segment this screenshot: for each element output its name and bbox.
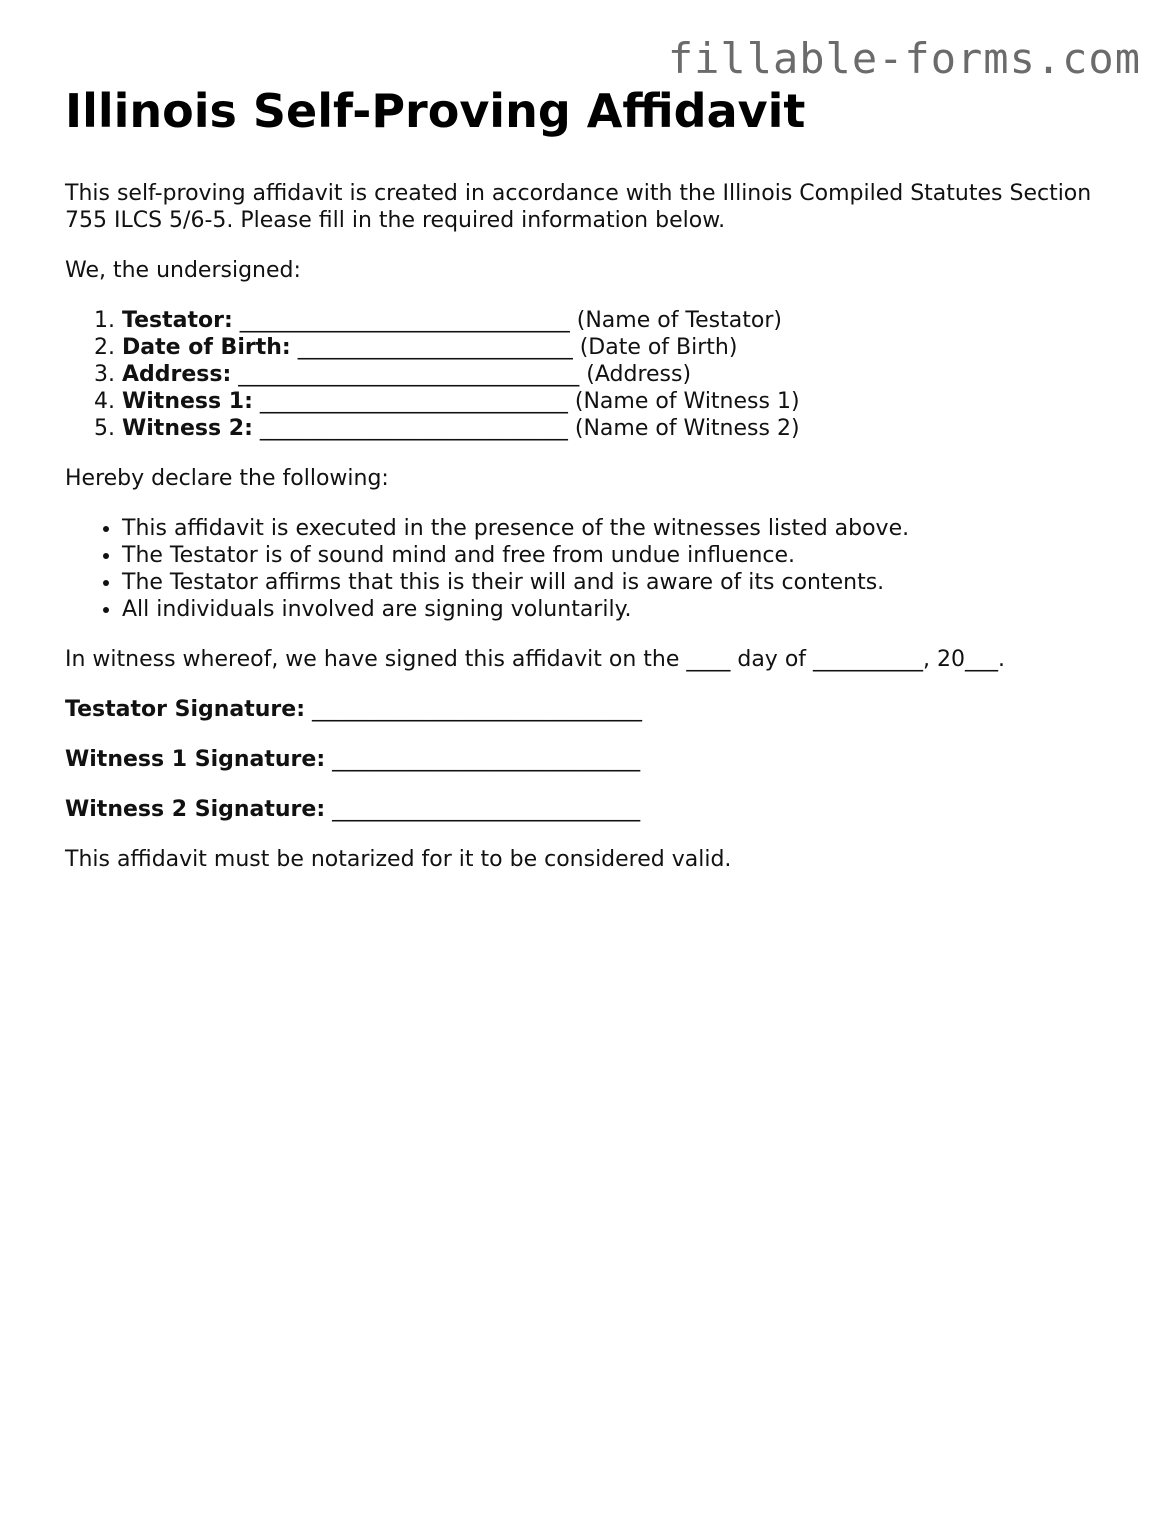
signature-blank[interactable]: ____________________________ [332,797,641,822]
declaration-item: • This affidavit is executed in the presence of the witnesses listed above. [122,515,1125,542]
declaration-item: • The Testator affirms that this is their will and is aware of its contents. [122,569,1125,596]
field-hint: (Name of Witness 2) [574,416,800,441]
party-fields-list [65,307,1125,442]
signature-label: Witness 2 Signature: [65,797,326,822]
notary-note: This affidavit must be notarized for it to be considered valid. [65,847,732,872]
witness-whereof-text: In witness whereof, we have signed this affidavit on the ____ day of __________, 20___. [65,647,1005,672]
page-title: Illinois Self-Proving Affidavit [65,84,806,138]
fill-blank[interactable]: ____________________________ [259,389,568,414]
field-witness-2 [122,415,1125,442]
testator-signature-line [65,696,1125,723]
field-label: Witness 2: [122,416,253,441]
intro-paragraph: This self-proving affidavit is created in accordance with the Illinois Compiled Statutes Section 755 ILCS 5/6-5. Please fill in the required information below. [65,181,1092,233]
declaration-item: • The Testator is of sound mind and free from undue influence. [122,542,1125,569]
field-label: Date of Birth: [122,335,291,360]
field-date-of-birth [122,334,1125,361]
fill-blank[interactable]: ____________________________ [259,416,568,441]
declaration-item: • All individuals involved are signing voluntarily. [122,596,1125,623]
field-label: Witness 1: [122,389,253,414]
fill-blank[interactable]: _________________________ [297,335,573,360]
witness-1-signature-line [65,746,1125,773]
field-hint: (Address) [586,362,692,387]
field-label: Address: [122,362,232,387]
declarations-list [65,515,1125,623]
declare-text: Hereby declare the following: [65,466,389,491]
field-hint: (Name of Witness 1) [574,389,800,414]
watermark: fillable-forms.com [667,34,1141,83]
fill-blank[interactable]: ______________________________ [239,308,570,333]
field-address [122,361,1125,388]
signature-label: Witness 1 Signature: [65,747,326,772]
field-hint: (Name of Testator) [576,308,782,333]
field-testator [122,307,1125,334]
undersigned-text: We, the undersigned: [65,258,301,283]
document-body [65,84,1125,896]
signature-blank[interactable]: ____________________________ [332,747,641,772]
signature-blank[interactable]: ______________________________ [312,697,642,722]
field-hint: (Date of Birth) [579,335,738,360]
field-label: Testator: [122,308,233,333]
fill-blank[interactable]: _______________________________ [238,362,580,387]
field-witness-1 [122,388,1125,415]
signature-label: Testator Signature: [65,697,305,722]
witness-2-signature-line [65,796,1125,823]
